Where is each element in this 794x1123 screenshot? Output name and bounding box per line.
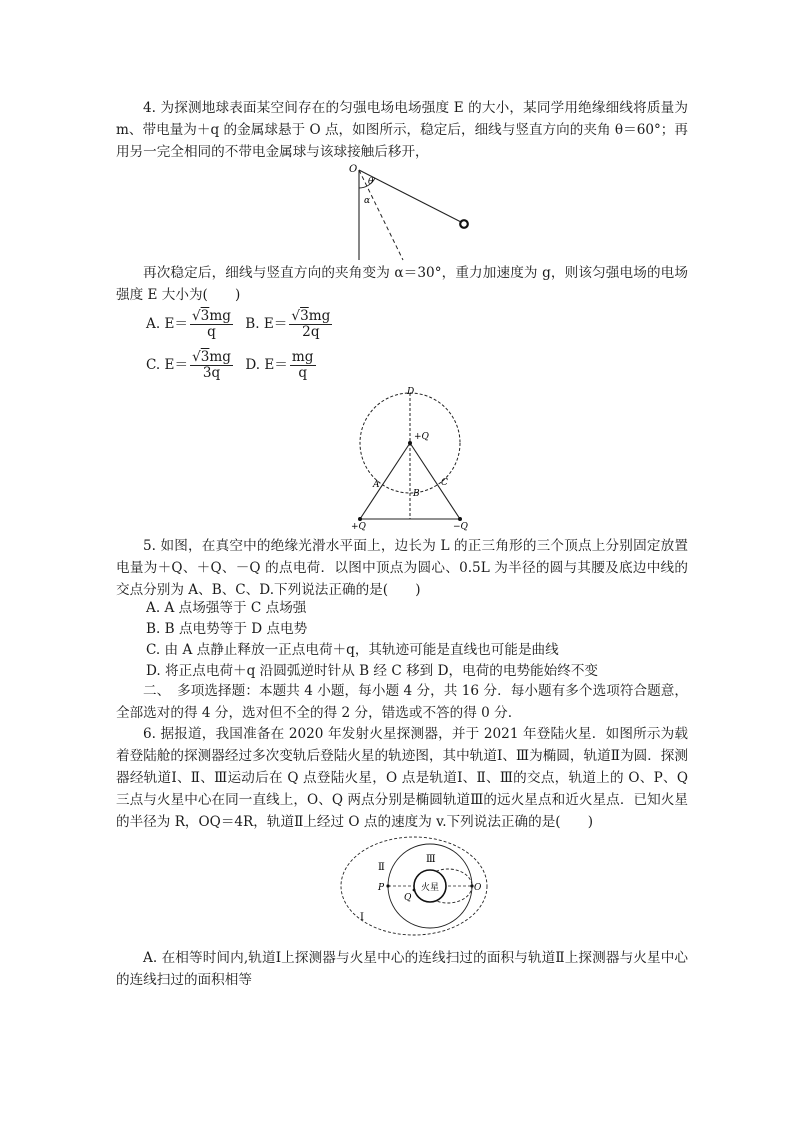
point-P <box>386 884 389 887</box>
label-theta: θ <box>368 177 374 187</box>
thread-line <box>359 170 461 222</box>
triangle-left-side <box>360 443 410 519</box>
q5-option-c[interactable]: C. 由 A 点静止释放一正点电荷＋q，其轨迹可能是直线也可能是曲线 <box>146 642 559 658</box>
label-II: Ⅱ <box>378 862 385 873</box>
triangle-right-side <box>410 443 460 519</box>
thread-dashed <box>359 170 403 260</box>
charge-top <box>408 441 412 445</box>
section-2-heading: 二、 多项选择题：本题共 4 小题，每小题 4 分，共 16 分．每小题有多个选项符合题意，全部选对的得 4 分，选对但不全的得 2 分，错选或不答的得 0 分. <box>116 683 688 721</box>
q5-figure <box>345 386 475 531</box>
charge-left <box>358 517 362 521</box>
q4-option-d[interactable]: D. E＝ $\frac{mg}{q}$ <box>245 349 314 381</box>
label-C: C <box>441 478 448 488</box>
q5-option-a[interactable]: A. A 点场强等于 C 点场强 <box>146 600 307 616</box>
q4-option-row-1 <box>146 309 334 340</box>
q6-figure <box>338 834 493 939</box>
label-left-charge: +Q <box>351 522 366 531</box>
label-top-charge: +Q <box>414 432 429 442</box>
q5-stem: 5. 如图，在真空中的绝缘光滑水平面上，边长为 L 的正三角形的三个顶点上分别固定放置电量为＋Q、＋Q、－Q 的点电荷．以图中顶点为圆心、0.5L 为半径的圆与其腰及底边中线的交点分别为 A、B、C、D.下列说法正确的是( ) <box>116 538 688 598</box>
q6-option-a[interactable]: A. 在相等时间内,轨道Ⅰ上探测器与火星中心的连线扫过的面积与轨道Ⅱ上探测器与火星中心的连线扫过的面积相等 <box>116 950 688 988</box>
label-O: O <box>474 883 482 893</box>
q4-option-b[interactable]: B. E＝ $\frac{√3mg}{2q}$ <box>245 308 331 340</box>
q4-option-row-2 <box>146 350 318 381</box>
q6-stem: 6. 据报道，我国准备在 2020 年发射火星探测器，并于 2021 年登陆火星．如图所示为载着登陆舱的探测器经过多次变轨后登陆火星的轨迹图，其中轨道Ⅰ、Ⅲ为椭圆，轨道Ⅱ为圆．探测器经轨道Ⅰ、Ⅱ、Ⅲ运动后在 Q 点登陆火星，O 点是轨道Ⅰ、Ⅱ、Ⅲ的交点，轨道上的 O、P、Q 三点与火星中心在同一直线上，O、Q 两点分别是椭圆轨道Ⅲ的远火星点和近火星点．已知火星的半径为 R，OQ＝4R，轨道Ⅱ上经过 O 点的速度为 v.下列说法正确的是( ) <box>116 726 688 830</box>
label-P: P <box>378 883 385 893</box>
label-III: Ⅲ <box>426 854 436 865</box>
q5-option-b[interactable]: B. B 点电势等于 D 点电势 <box>146 621 308 637</box>
label-O: O <box>349 164 358 175</box>
label-D: D <box>407 387 415 397</box>
q4-stem-2: 再次稳定后，细线与竖直方向的夹角变为 α＝30°，重力加速度为 g，则该匀强电场的电场强度 E 大小为( ) <box>116 265 688 303</box>
label-mars: 火星 <box>421 883 440 893</box>
q5-option-d[interactable]: D. 将正点电荷＋q 沿圆弧逆时针从 B 经 C 移到 D，电荷的电势能始终不变 <box>146 663 599 679</box>
label-B: B <box>413 489 420 499</box>
q4-stem: 4. 为探测地球表面某空间存在的匀强电场电场强度 E 的大小，某同学用绝缘细线将质量为 m、带电量为＋q 的金属球悬于 O 点，如图所示，稳定后，细线与竖直方向的夹角 θ＝60°；再用另一完全相同的不带电金属球与该球接触后移开， <box>116 100 688 160</box>
q4-figure <box>345 160 480 262</box>
label-A: A <box>373 480 380 490</box>
label-I: Ⅰ <box>360 912 364 923</box>
charge-right <box>458 517 462 521</box>
label-alpha: α <box>364 196 371 206</box>
q4-option-c[interactable]: C. E＝ $\frac{√3mg}{3q}$ <box>146 349 231 381</box>
point-Q <box>413 889 416 892</box>
label-right-charge: −Q <box>453 522 468 531</box>
q4-option-a[interactable]: A. E＝ $\frac{√3mg}{q}$ <box>146 308 231 340</box>
metal-ball <box>460 220 468 228</box>
label-Q: Q <box>404 893 412 903</box>
